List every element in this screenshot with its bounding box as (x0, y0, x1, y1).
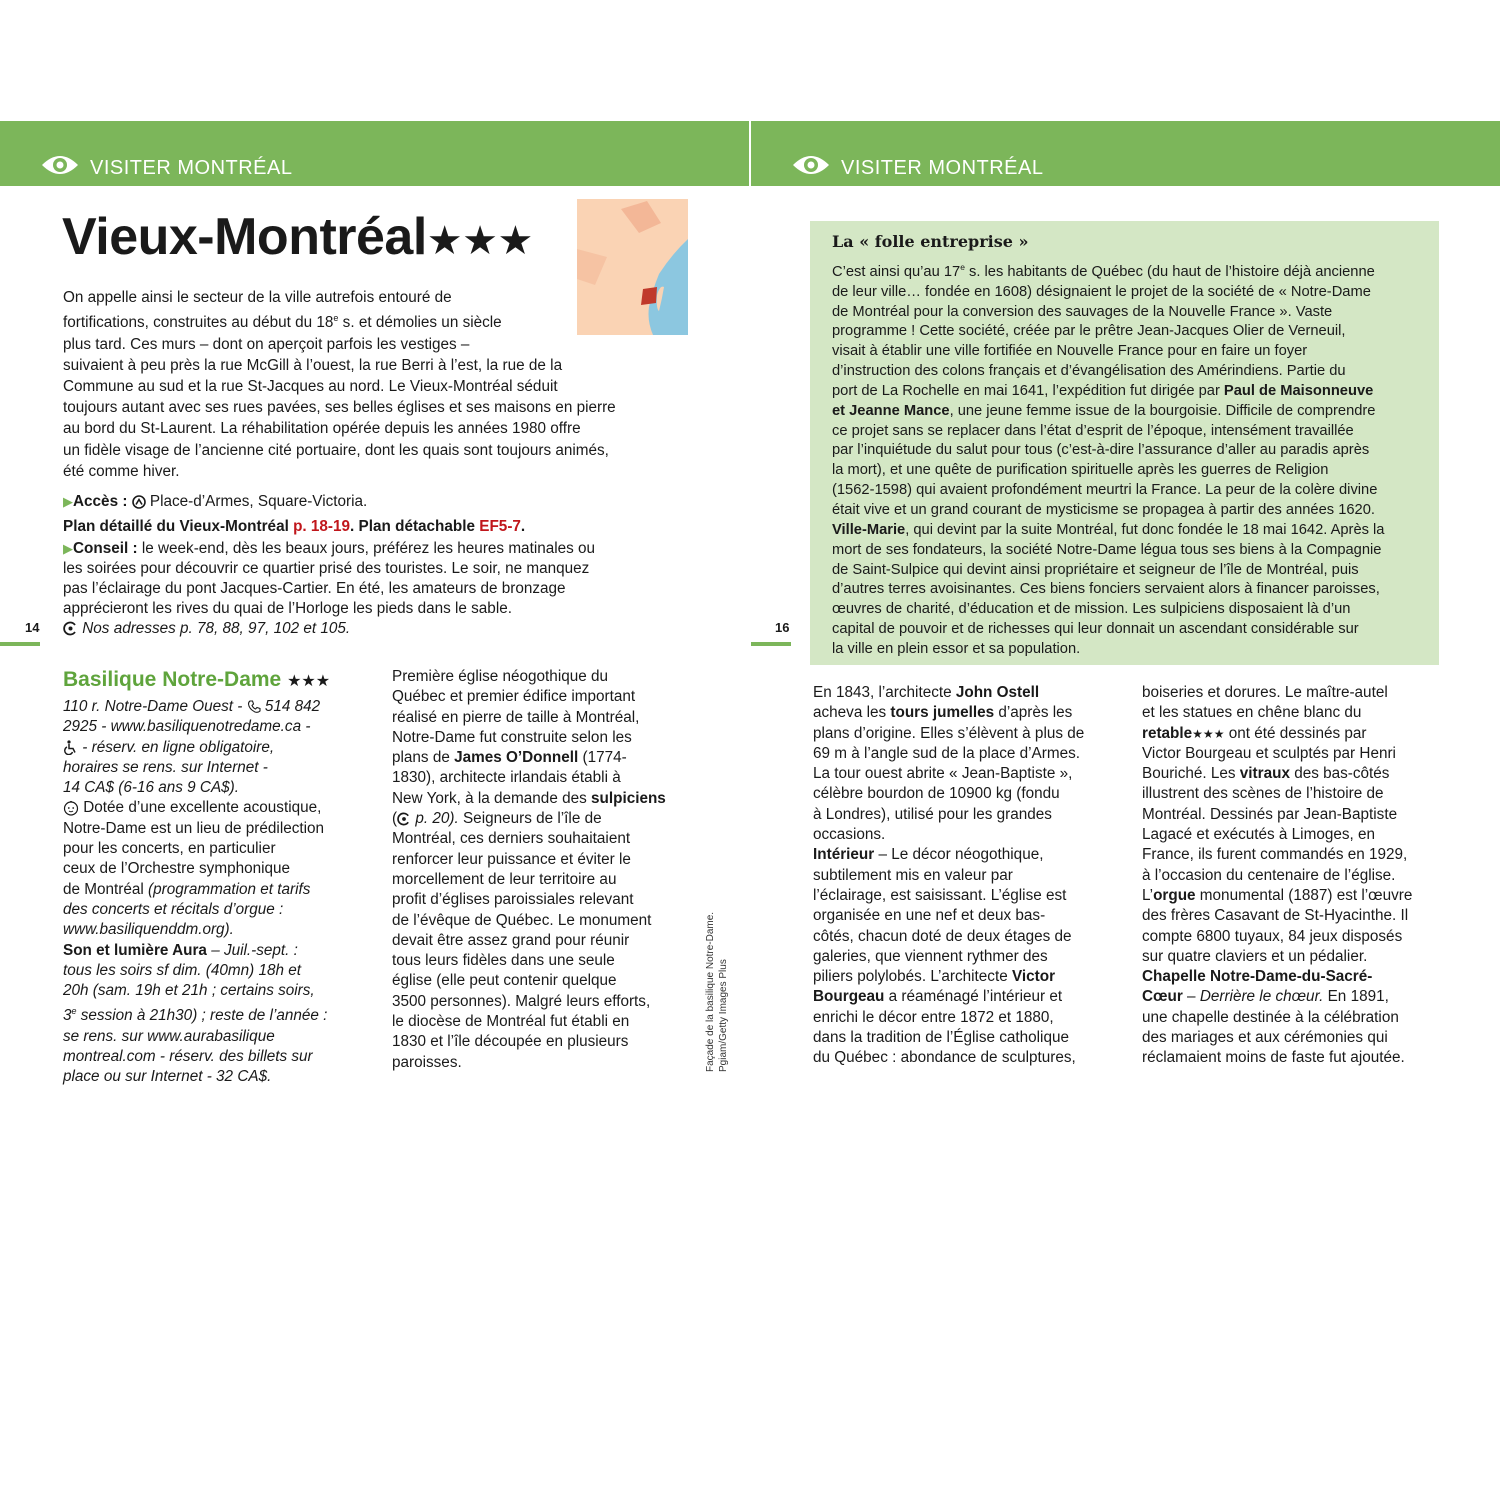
rating-stars: ★★★ (426, 219, 533, 263)
cross-reference-icon (63, 621, 78, 636)
section-title: Basilique Notre-Dame ★★★ (63, 668, 331, 691)
phone-icon (247, 700, 261, 714)
access-line: ▶Accès : Place-d’Armes, Square-Victoria. (63, 493, 368, 510)
page-number-rule (0, 642, 40, 646)
sidebar-box-title: La « folle entreprise » (832, 232, 1029, 251)
wheelchair-icon (63, 740, 78, 755)
section-header-title: VISITER MONTRÉAL (90, 157, 293, 179)
metro-icon (132, 495, 146, 509)
rating-stars: ★★★ (287, 673, 331, 690)
body-column-right: boiseries et dorures. Le maître-autel et les statues en chêne blanc du retable★★★ ont été dessinés par Victor Bourgeau et sculptés par Henri Bouriché. Les vitraux des bas-côtés illustrent des scènes de l’histoire de Montréal. Dessinés par Jean-Baptiste Lagacé et exécutés à Limoges, en France, ils furent commandés en 1929, à l’occasion du centenaire de l’église. L’orgue monumental (1887) est l’œuvre des frères Casavant de St-Hyacinthe. Il compte 6800 tuyaux, 84 jeux disposés sur quatre claviers et un pédalier. Chapelle Notre-Dame-du-Sacré- Cœur – Derrière le chœur. En 1891, une chapelle destinée à la célébration des mariages et aux cérémonies qui réclamaient moins de faste fut ajoutée. (1142, 684, 1413, 1067)
triangle-marker-icon: ▶ (63, 494, 73, 509)
body-column-left: En 1843, l’architecte John Ostell acheva les tours jumelles d’après les plans d’origine. Elles s’élèvent à plus de 69 m à l’angle sud de la place d’Armes. La tour ouest abrite « Jean-Baptiste », célèbre bourdon de 10900 kg (fondu à Londres), utilisé pour les grandes occasions. Intérieur – Le décor néogothique, subtilement mis en valeur par l’éclairage, est saisissant. L’église est organisée en une nef et deux bas- côtés, chacun doté de deux étages de galeries, que viennent rythmer des piliers polylobés. L’architecte Victor Bourgeau a réaménagé l’intérieur et enrichi le décor entre 1872 et 1880, dans la tradition de l’Église catholique du Québec : abondance de sculptures, (813, 684, 1085, 1067)
page-number-rule (751, 642, 791, 646)
plan-ref-link[interactable]: EF5-7 (479, 518, 521, 535)
page-number: 14 (25, 620, 40, 635)
plan-line: Plan détaillé du Vieux-Montréal p. 18-19. Plan détachable EF5-7. (63, 518, 526, 535)
photo-credit: Façade de la basilique Notre-Dame. Pgiam/Getty Images Plus (705, 911, 729, 1072)
plan-ref-link[interactable]: p. 18-19 (293, 518, 351, 535)
section-header-left (0, 121, 749, 186)
page-number: 16 (775, 620, 790, 635)
section-header-right (751, 121, 1500, 186)
baby-face-icon (63, 800, 79, 816)
triangle-marker-icon: ▶ (63, 541, 73, 556)
eye-icon (40, 153, 80, 177)
conseil-block: ▶Conseil : le week-end, dès les beaux jours, préférez les heures matinales ou les soirées pour découvrir ce quartier prisé des touristes. Le soir, ne manquez pas l’éclairage du pont Jacques-Cartier. En été, les amateurs de bronzage apprécieront les rives du quai de l’Horloge les pieds dans le sable. Nos adresses p. 78, 88, 97, 102 et 105. (63, 540, 596, 637)
section-header-title: VISITER MONTRÉAL (841, 157, 1044, 179)
practical-info-column: 110 r. Notre-Dame Ouest - 514 842 2925 - www.basiliquenotredame.ca - - réserv. en ligne obligatoire, horaires se rens. sur Internet - 14 CA$ (6-16 ans 9 CA$). Dotée d’une excellente acoustique, Notre-Dame est un lieu de prédilection pour les concerts, en particulier ceux de l’Orchestre symphonique de Montréal (programmation et tarifs des concerts et récitals d’orgue : www.basiliquenddm.org). Son et lumière Aura – Juil.-sept. : tous les soirs sf dim. (40mn) 18h et 20h (sam. 19h et 21h ; certains soirs, 3e session à 21h30) ; reste de l’année : se rens. sur www.aurabasilique montreal.com - réserv. des billets sur place ou sur Internet - 32 CA$. (63, 698, 328, 1086)
sidebar-box-body: C’est ainsi qu’au 17e s. les habitants de Québec (du haut de l’histoire déjà ancienne de leur ville… fondée en 1608) désignaient le projet de la société de « Notre-Dame de Montréal pour la conversion des sauvages de la Nouvelle France ». Vaste programme ! Cette société, créée par le prêtre Jean-Jacques Olier de Verneuil, visait à établir une ville fortifiée en Nouvelle France pour en faire un foyer d’instruction des colons français et d’évangélisation des Amérindiens. Partie du port de La Rochelle en mai 1641, l’expédition fut dirigée par Paul de Maisonneuve et Jeanne Mance, une jeune femme issue de la bourgoisie. Difficile de comprendre ce projet sans se replacer dans l’état d’esprit de l’époque, intensément travaillée par l’inquiétude du salut pour tous (c’est-à-dire l’assurance d’aller au paradis après la mort), et une quête de purification spirituelle après les guerres de Religion (1562-1598) qui avaient profondément meurtri la France. La peur de la colère divine était vive et un grand courant de mysticisme se propagea à partir des années 1620. Ville-Marie, qui devint par la suite Montréal, fut donc fondée le 18 mai 1642. Après la mort de ses fondateurs, la société Notre-Dame légua tous ses biens à la Compagnie de Saint-Sulpice qui devint ainsi propriétaire et seigneur de l’île de Montréal, puis d’autres terres avoisinantes. Ces biens fonciers servaient alors à financer paroisses, œuvres de charité, d’éducation et de mission. Les sulpiciens disposaient là d’un capital de pouvoir et de richesses qui leur donnait un ascendant considérable sur la ville en plein essor et sa population. (832, 262, 1385, 657)
eye-icon (791, 153, 831, 177)
page-title: Vieux-Montréal★★★ (62, 208, 533, 266)
rating-stars: ★★★ (1192, 726, 1225, 741)
cross-reference-icon (397, 812, 411, 826)
intro-paragraph: On appelle ainsi le secteur de la ville autrefois entouré de fortifications, construites au début du 18e s. et démolies un siècle plus tard. Ces murs – dont on aperçoit parfois les vestiges – suivaient à peu près la rue McGill à l’ouest, la rue Berri à l’est, la rue de la Commune au sud et la rue St-Jacques au nord. Le Vieux-Montréal séduit toujours autant avec ses rues pavées, ses belles églises et ses maisons en pierre au bord du St-Laurent. La réhabilitation opérée depuis les années 1980 offre un fidèle visage de l’ancienne cité portuaire, dont les quais sont toujours animés, été comme hiver. (63, 289, 616, 480)
description-column: Première église néogothique du Québec et premier édifice important réalisé en pierre de taille à Montréal, Notre-Dame fut construite selon les plans de James O’Donnell (1774- 1830), architecte irlandais établi à New York, à la demande des sulpiciens ( p. 20). Seigneurs de l’île de Montréal, ces derniers souhaitaient renforcer leur puissance et éviter le morcellement de leur territoire au profit d’églises paroissiales relevant de l’évêque de Québec. Le monument devait être assez grand pour réunir tous leurs fidèles dans une seule église (elle peut contenir quelque 3500 personnes). Malgré leurs efforts, le diocèse de Montréal fut établi en 1830 et l’île découpée en plusieurs paroisses. (392, 668, 666, 1071)
